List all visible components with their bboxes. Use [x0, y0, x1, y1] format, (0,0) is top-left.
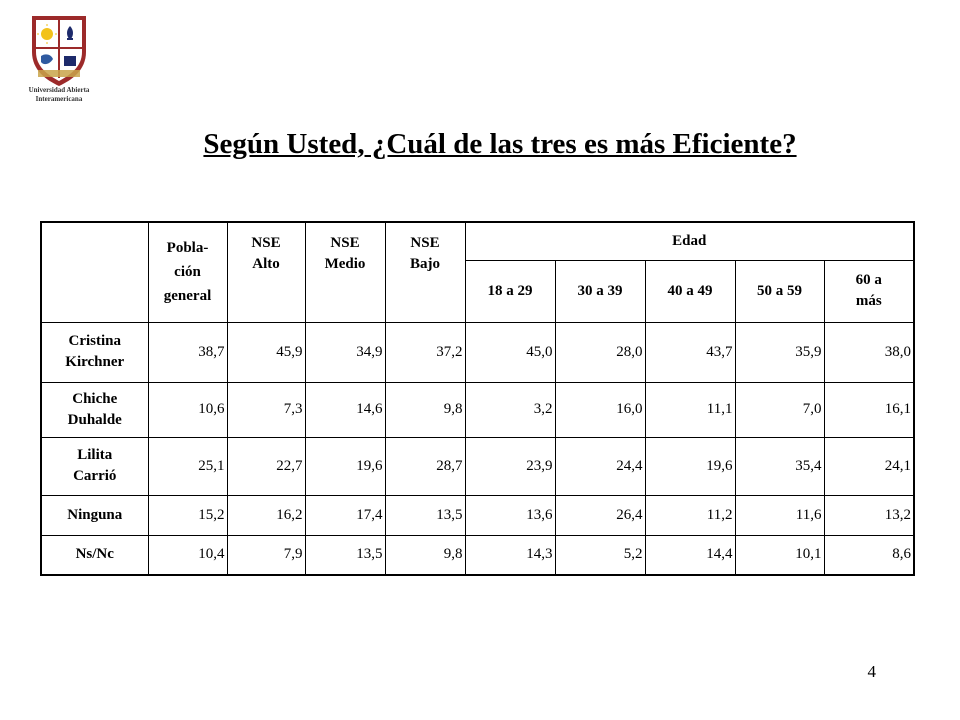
- table-cell: 8,6: [824, 535, 914, 575]
- table-cell: 14,4: [645, 535, 735, 575]
- table-cell: 26,4: [555, 495, 645, 535]
- header-nse-alto: NSE Alto: [227, 222, 305, 322]
- row-label: Lilita Carrió: [41, 437, 148, 495]
- shield-icon: [14, 12, 104, 88]
- table-cell: 23,9: [465, 437, 555, 495]
- table-cell: 17,4: [305, 495, 385, 535]
- row-label: Chiche Duhalde: [41, 382, 148, 437]
- table-cell: 35,4: [735, 437, 824, 495]
- table-cell: 5,2: [555, 535, 645, 575]
- header-nse-bajo: NSE Bajo: [385, 222, 465, 322]
- table-cell: 11,6: [735, 495, 824, 535]
- table-cell: 9,8: [385, 382, 465, 437]
- table-cell: 16,0: [555, 382, 645, 437]
- header-poblacion: Pobla- ción general: [148, 222, 227, 322]
- table-cell: 14,3: [465, 535, 555, 575]
- table-cell: 34,9: [305, 322, 385, 382]
- table-row: [41, 382, 914, 437]
- table-cell: 43,7: [645, 322, 735, 382]
- table-cell: 45,0: [465, 322, 555, 382]
- table-row: [41, 437, 914, 495]
- table-cell: 11,1: [645, 382, 735, 437]
- table-cell: 28,7: [385, 437, 465, 495]
- table-cell: 14,6: [305, 382, 385, 437]
- table-cell: 3,2: [465, 382, 555, 437]
- survey-table: [40, 221, 915, 576]
- table-cell: 10,1: [735, 535, 824, 575]
- university-logo: [14, 12, 104, 108]
- row-label: Ninguna: [41, 495, 148, 535]
- table-cell: 10,4: [148, 535, 227, 575]
- table-cell: 24,1: [824, 437, 914, 495]
- table-cell: 16,1: [824, 382, 914, 437]
- table-cell: 7,3: [227, 382, 305, 437]
- table-cell: 28,0: [555, 322, 645, 382]
- header-edad-50-59: 50 a 59: [735, 260, 824, 322]
- page-number: 4: [867, 662, 876, 681]
- row-label: Ns/Nc: [41, 535, 148, 575]
- table-cell: 19,6: [645, 437, 735, 495]
- header-edad-18-29: 18 a 29: [465, 260, 555, 322]
- table-cell: 37,2: [385, 322, 465, 382]
- table-row: [41, 495, 914, 535]
- table-row: [41, 535, 914, 575]
- header-edad-60-mas: 60 a más: [824, 260, 914, 322]
- book-icon: [64, 56, 76, 66]
- header-nse-medio: NSE Medio: [305, 222, 385, 322]
- table-cell: 16,2: [227, 495, 305, 535]
- logo-text-line1: Universidad Abierta: [28, 86, 90, 94]
- table-cell: 19,6: [305, 437, 385, 495]
- table-cell: 45,9: [227, 322, 305, 382]
- table-cell: 7,9: [227, 535, 305, 575]
- table-cell: 13,5: [385, 495, 465, 535]
- sun-icon: [41, 28, 53, 40]
- table-cell: 13,6: [465, 495, 555, 535]
- header-edad-30-39: 30 a 39: [555, 260, 645, 322]
- table-cell: 13,5: [305, 535, 385, 575]
- row-label: Cristina Kirchner: [41, 322, 148, 382]
- table-cell: 15,2: [148, 495, 227, 535]
- page-title: Según Usted, ¿Cuál de las tres es más Eficiente?: [203, 128, 797, 160]
- table-cell: 38,7: [148, 322, 227, 382]
- table-cell: 35,9: [735, 322, 824, 382]
- logo-text-line2: Interamericana: [35, 95, 83, 103]
- header-edad: Edad: [465, 222, 914, 260]
- table-cell: 9,8: [385, 535, 465, 575]
- table-cell: 10,6: [148, 382, 227, 437]
- table-cell: 11,2: [645, 495, 735, 535]
- table-cell: 24,4: [555, 437, 645, 495]
- table-row: [41, 322, 914, 382]
- table-cell: 38,0: [824, 322, 914, 382]
- table-cell: 13,2: [824, 495, 914, 535]
- header-empty-cell: [41, 222, 148, 322]
- table-cell: 7,0: [735, 382, 824, 437]
- table-cell: 25,1: [148, 437, 227, 495]
- header-edad-40-49: 40 a 49: [645, 260, 735, 322]
- table-cell: 22,7: [227, 437, 305, 495]
